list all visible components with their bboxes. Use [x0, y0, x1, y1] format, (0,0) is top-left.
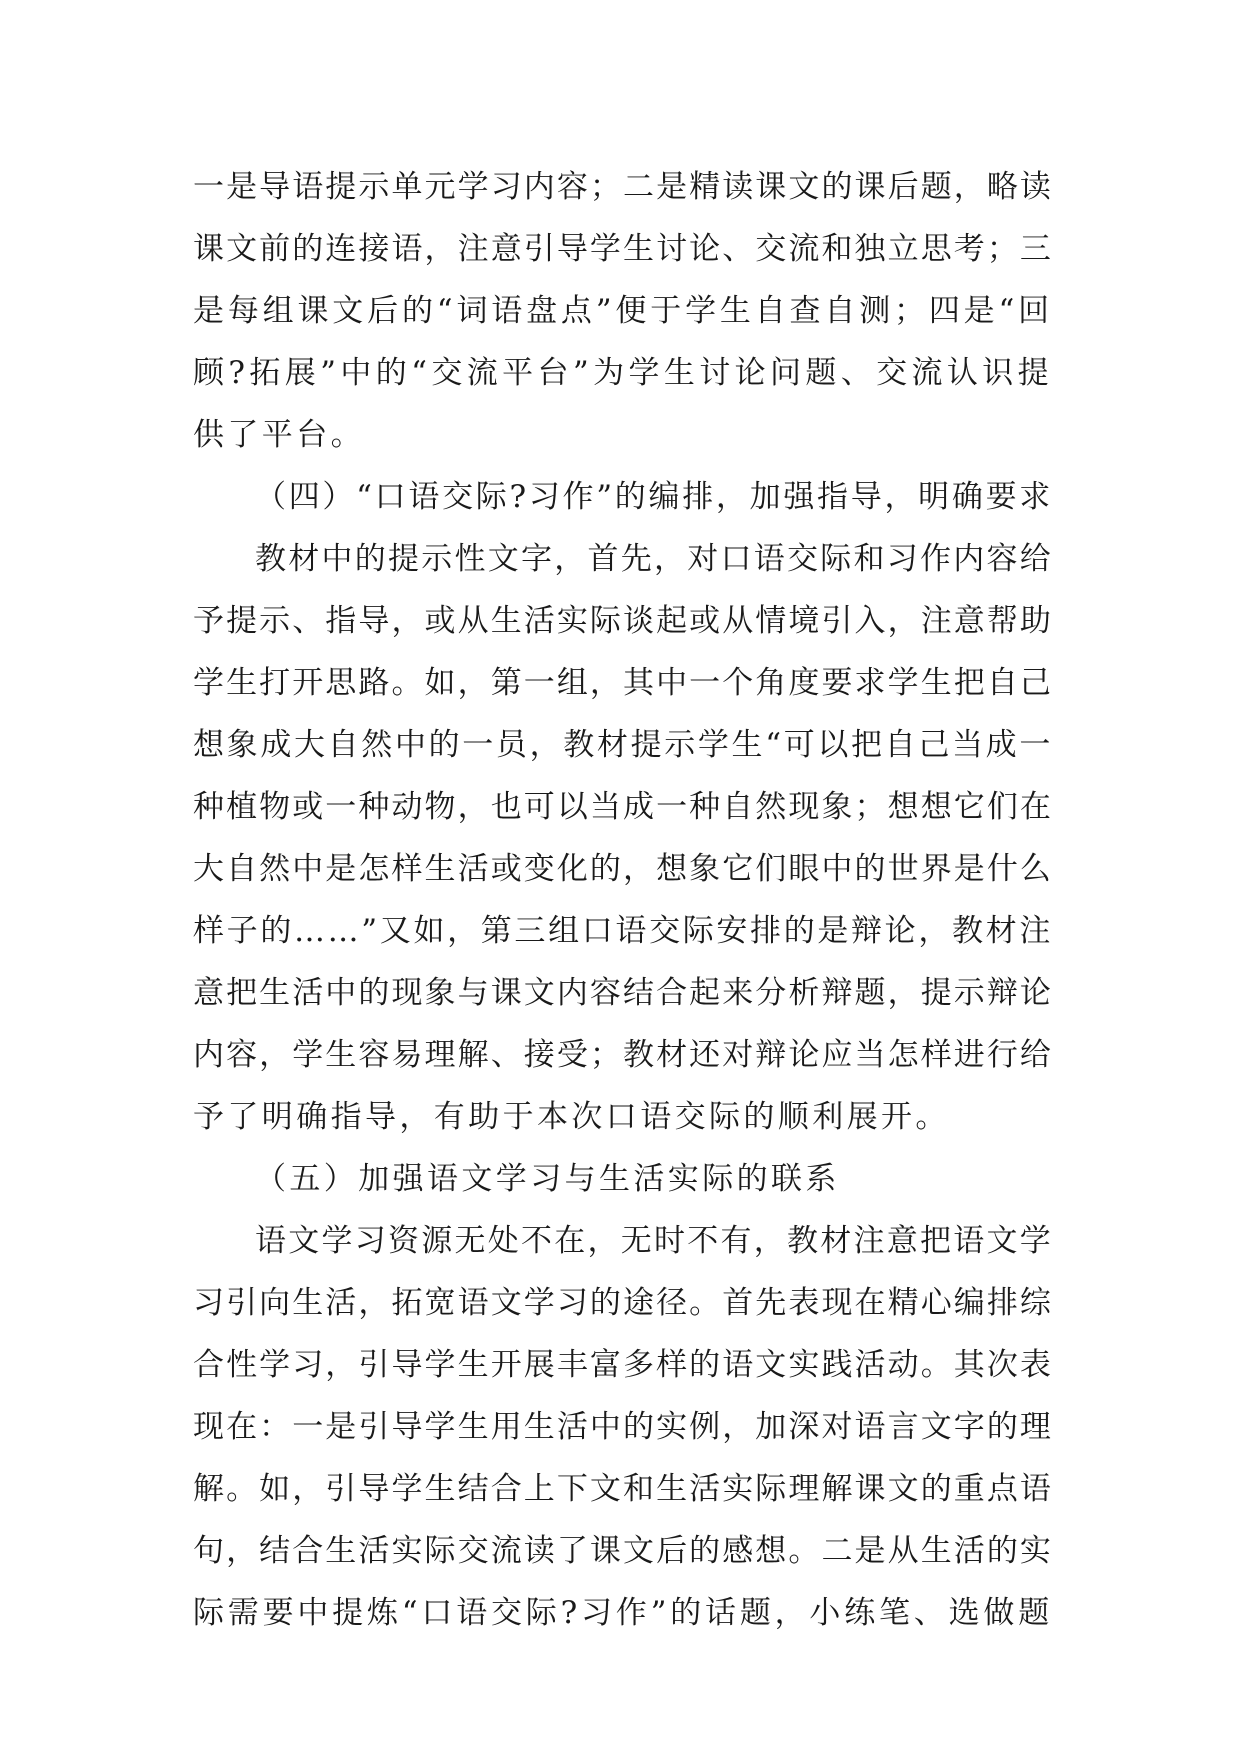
text-line: 予提示、指导，或从生活实际谈起或从情境引入，注意帮助	[193, 603, 1053, 639]
text-line: 顾?拓展”中的“交流平台”为学生讨论问题、交流认识提	[193, 355, 1053, 391]
text-line: 意把生活中的现象与课文内容结合起来分析辩题，提示辩论	[193, 975, 1053, 1011]
text-line: 习引向生活，拓宽语文学习的途径。首先表现在精心编排综	[193, 1285, 1053, 1321]
paragraph-first-line: 语文学习资源无处不在，无时不有，教材注意把语文学	[255, 1223, 1053, 1259]
text-line: 合性学习，引导学生开展丰富多样的语文实践活动。其次表	[193, 1347, 1053, 1383]
text-line: 内容，学生容易理解、接受；教材还对辩论应当怎样进行给	[193, 1037, 1053, 1073]
text-line: 现在：一是引导学生用生活中的实例，加深对语言文字的理	[193, 1409, 1053, 1445]
section-heading: （四）“口语交际?习作”的编排，加强指导，明确要求	[255, 479, 1053, 515]
text-line: 句，结合生活实际交流读了课文后的感想。二是从生活的实	[193, 1533, 1053, 1569]
text-line: 学生打开思路。如，第一组，其中一个角度要求学生把自己	[193, 665, 1053, 701]
text-line: 是每组课文后的“词语盘点”便于学生自查自测；四是“回	[193, 293, 1053, 329]
text-line: 供了平台。	[193, 417, 365, 453]
section-heading: （五）加强语文学习与生活实际的联系	[255, 1161, 840, 1197]
text-line: 种植物或一种动物，也可以当成一种自然现象；想想它们在	[193, 789, 1053, 825]
text-line: 课文前的连接语，注意引导学生讨论、交流和独立思考；三	[193, 231, 1053, 267]
text-line: 大自然中是怎样生活或变化的，想象它们眼中的世界是什么	[193, 851, 1053, 887]
text-line: 解。如，引导学生结合上下文和生活实际理解课文的重点语	[193, 1471, 1053, 1507]
text-line: 想象成大自然中的一员，教材提示学生“可以把自己当成一	[193, 727, 1053, 763]
text-line: 予了明确指导，有助于本次口语交际的顺利展开。	[193, 1099, 950, 1135]
paragraph-first-line: 教材中的提示性文字，首先，对口语交际和习作内容给	[255, 541, 1053, 577]
body-text	[193, 156, 1053, 1644]
text-line: 样子的……”又如，第三组口语交际安排的是辩论，教材注	[193, 913, 1053, 949]
text-line: 际需要中提炼“口语交际?习作”的话题，小练笔、选做题	[193, 1595, 1053, 1631]
text-line: 一是导语提示单元学习内容；二是精读课文的课后题，略读	[193, 169, 1053, 205]
